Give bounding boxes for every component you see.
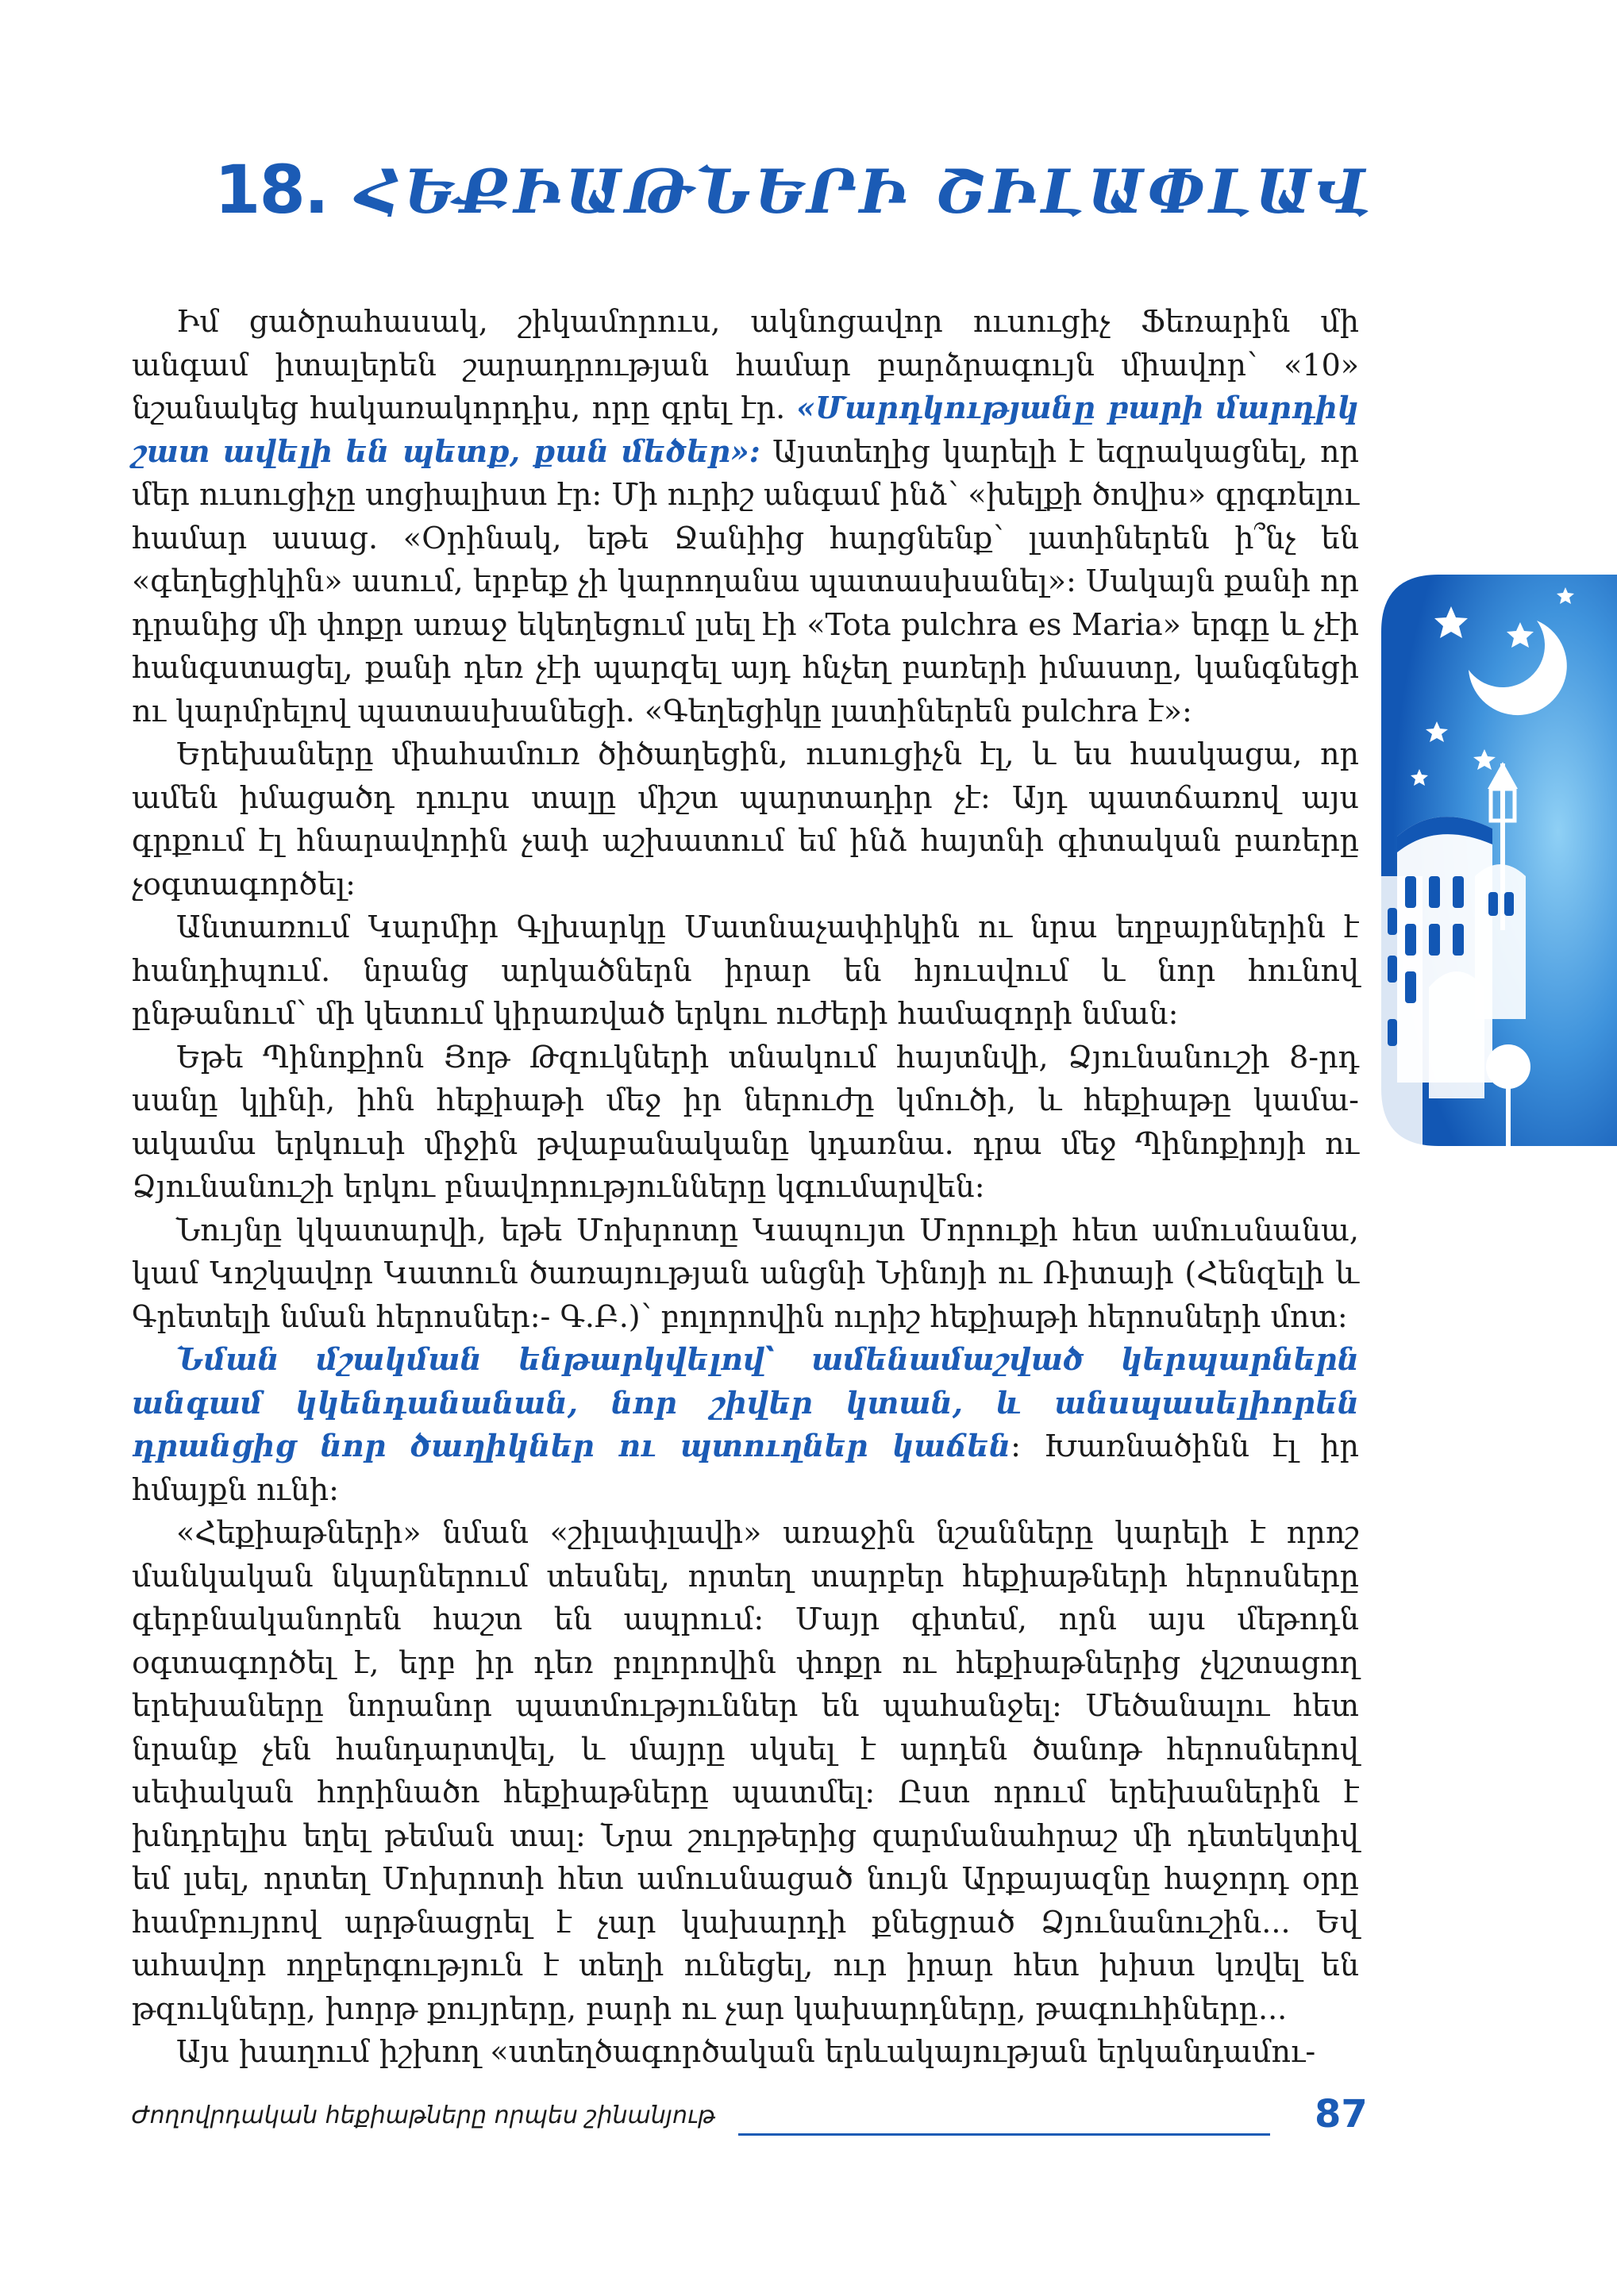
body-text (132, 300, 1359, 2074)
page-number: 87 (1315, 2092, 1368, 2136)
running-footer-title: Ժողովրդական հեքիաթները որպես շինանյութ (132, 2102, 716, 2129)
night-town-moon-icon (1381, 575, 1617, 1146)
paragraph-1: Իմ ցածրահասակ, շիկամորուս, ակնոցավոր ուսուցիչ Ֆեռարին մի անգամ իտալերեն շարադրության համար բարձրագույն միավոր՝ «10» նշանակեց հակառակորդիս, որը գրել էր. «Մարդկությանը բարի մարդիկ շատ ավելի են պետք, քան մեծեր»: Այստեղից կարելի է եզրակացնել, որ մեր ուսուցիչը սոցիալիստ էր: Մի ուրիշ անգամ ինձ՝ «խելքի ծովիս» գրգռելու համար ասաց. «Օրինակ, եթե Ջանիից հարցնենք՝ լատիներեն ի՞նչ են «գեղեցիկին» ասում, երբեք չի կարողանա պատասխանել»: Սակայն քանի որ դրանից մի փոքր առաջ եկեղեցում լսել էի «Tota pulchra es Maria» երգը և չէի հանգստացել, քանի դեռ չէի պարզել այդ հնչեղ բառերի իմաստը, կանգնեցի ու կարմրելով պատասխանեցի. «Գեղեցիկը լատիներեն pulchra է»: (132, 304, 1360, 729)
paragraph-6: Նման մշակման ենթարկվելով՝ ամենամաշված կերպարներն անգամ կկենդանանան, նոր շիվեր կտան, և անսպասելիորեն դրանցից նոր ծաղիկներ ու պտուղներ կաճեն: Խառնածինն էլ իր հմայքն ունի: (132, 1341, 1360, 1507)
paragraph-4: Եթե Պինոքիոն Յոթ Թզուկների տնակում հայտնվի, Ձյունանուշի 8-րդ սանը կլինի, իհն հեքիաթի մեջ իր ներուժը կմուծի, և հեքիաթը կամա-ակամա երկուսի միջին թվաբանականը կդառնա. դրա մեջ Պինոքիոյի ու Ձյունանուշի երկու բնավորությունները կգումարվեն: (132, 1039, 1359, 1204)
paragraph-2: Երեխաները միահամուռ ծիծաղեցին, ուսուցիչն էլ, և ես հասկացա, որ ամեն իմացածդ դուրս տալը միշտ պարտադիր չէ: Այդ պատճառով այս գրքում էլ հնարավորին չափ աշխատում եմ ինձ հայտնի գիտական բառերը չօգտագործել: (132, 736, 1359, 902)
paragraph-3: Անտառում Կարմիր Գլխարկը Մատնաչափիկին ու նրա եղբայրներին է հանդիպում. նրանց արկածներն իրար են հյուսվում և նոր հունով ընթանում՝ մի կետում կիրառված երկու ուժերի համազորի նման: (132, 910, 1359, 1031)
paragraph-7: «Հեքիաթների» նման «շիլափլավի» առաջին նշանները կարելի է որոշ մանկական նկարներում տեսնել, որտեղ տարբեր հեքիաթների հերոսները գերբնականորեն հաշտ են ապրում: Մայր գիտեմ, որն այս մեթոդն օգտագործել է, երբ իր դեռ բոլորովին փոքր ու հեքիաթներից չկշտացող երեխաները նորանոր պատմություններ են պահանջել: Մեծանալու հետ նրանք չեն հանդարտվել, և մայրը սկսել է արդեն ծանոթ հերոսներով սեփական հորինածո հեքիաթները պատմել: Ըստ որում երեխաներին է խնդրելիս եղել թեման տալ: Նրա շուրթերից զարմանահրաշ մի դետեկտիվ եմ լսել, որտեղ Մոխրոտի հետ ամուսնացած նույն Արքայազնը հաջորդ օրը համբույրով արթնացրել է չար կախարդի քնեցրած Ձյունանուշին... Եվ ահավոր ողբերգություն է տեղի ունեցել, ուր իրար հետ խիստ կռվել են թզուկները, խորթ քույրերը, բարի ու չար կախարդները, թագուհիները... (132, 1515, 1359, 2026)
chapter-heading: ՀԵՔԻԱԹՆԵՐԻ ՇԻԼԱՓԼԱՎ (356, 156, 1374, 227)
paragraph-8: Այս խաղում իշխող «ստեղծագործական երևակայության երկանդամու- (176, 2034, 1316, 2069)
chapter-number: 18. (214, 151, 328, 229)
paragraph-5: Նույնը կկատարվի, եթե Մոխրոտը Կապույտ Մորուքի հետ ամուսնանա, կամ Կոշկավոր Կատուն ծառայության անցնի Նինոյի ու Ռիտայի (Հենզելի և Գրետելի նման հերոսներ:- Գ.Բ.)՝ բոլորովին ուրիշ հեքիաթի հերոսների մոտ: (132, 1212, 1359, 1334)
highlight-quote: «Մարդկությանը բարի մարդիկ շատ ավելի են պետք, քան մեծեր»: (132, 390, 1360, 469)
highlight-quote: Նման մշակման ենթարկվելով՝ ամենամաշված կերպարներն անգամ կկենդանանան, նոր շիվեր կտան, և անսպասելիորեն դրանցից նոր ծաղիկներ ու պտուղներ կաճեն (132, 1341, 1359, 1463)
footer-divider (738, 2133, 1270, 2136)
chapter-title (214, 151, 1373, 229)
